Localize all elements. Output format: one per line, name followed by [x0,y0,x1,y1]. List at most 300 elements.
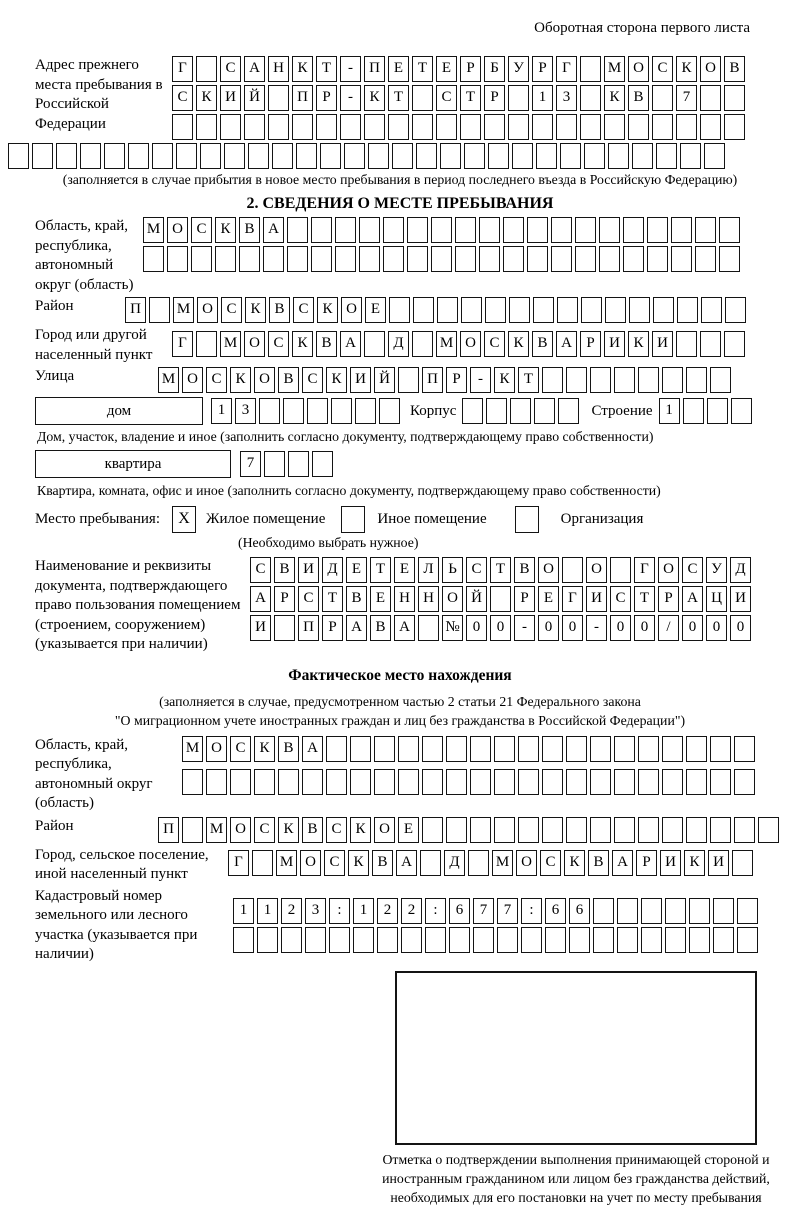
char-cell: Т [412,56,433,82]
char-cell [488,143,509,169]
char-cell [344,143,365,169]
char-cell: О [197,297,218,323]
char-cell: В [588,850,609,876]
city-row [172,331,745,357]
char-cell: Г [228,850,249,876]
char-cell [412,85,433,111]
char-cell [652,85,673,111]
char-cell: 1 [257,898,278,924]
char-cell: А [263,217,284,243]
char-cell [437,297,458,323]
char-cell [455,217,476,243]
char-cell: Ц [706,586,727,612]
char-cell [566,769,587,795]
char-cell [128,143,149,169]
char-cell: 3 [235,398,256,424]
prev-address-label: Адрес прежнего места пребывания в Российской Федерации [35,57,163,132]
char-cell [581,297,602,323]
char-cell [374,769,395,795]
prev-address-row-4 [8,143,800,169]
char-cell: С [220,56,241,82]
char-cell [508,85,529,111]
char-cell [461,297,482,323]
char-cell: 1 [659,398,680,424]
actual-city-row [228,850,753,876]
char-cell: И [730,586,751,612]
char-cell: М [604,56,625,82]
district-label: Район [35,298,74,314]
char-cell: С [324,850,345,876]
cadastral-row-2 [233,927,758,953]
char-cell: : [425,898,446,924]
stay-place-option-other: Иное помещение [377,510,487,527]
char-cell: 0 [466,615,487,641]
char-cell: К [196,85,217,111]
char-cell [224,143,245,169]
char-cell [695,217,716,243]
char-cell [436,114,457,140]
char-cell [446,736,467,762]
char-cell: Е [346,557,367,583]
district-block [35,297,800,323]
char-cell: А [346,615,367,641]
char-cell [704,143,725,169]
char-cell: К [676,56,697,82]
actual-location-note-2: "О миграционном учете иностранных граждан и лиц без гражданства в Российской Федерации") [114,712,686,728]
street-block [35,367,800,393]
char-cell: П [158,817,179,843]
char-cell: К [215,217,236,243]
char-cell: М [143,217,164,243]
char-cell [580,114,601,140]
cadastral-block [35,887,800,965]
char-cell [350,769,371,795]
char-cell: Г [556,56,577,82]
char-cell: - [514,615,535,641]
char-cell [449,927,470,953]
char-cell: Р [484,85,505,111]
char-cell [686,367,707,393]
char-cell: О [442,586,463,612]
char-cell: Е [538,586,559,612]
char-cell [542,817,563,843]
char-cell [259,398,280,424]
document-row-2 [250,586,751,612]
char-cell [312,451,333,477]
char-cell: Р [580,331,601,357]
char-cell [518,736,539,762]
char-cell [412,331,433,357]
char-cell [734,736,755,762]
char-cell [510,398,531,424]
char-cell [542,367,563,393]
char-cell [311,246,332,272]
char-cell: О [374,817,395,843]
char-cell: М [436,331,457,357]
document-block [35,557,800,655]
char-cell [632,143,653,169]
char-cell [584,143,605,169]
char-cell: С [610,586,631,612]
char-cell: С [293,297,314,323]
char-cell [248,143,269,169]
char-cell [551,246,572,272]
char-cell [734,769,755,795]
char-cell [590,736,611,762]
actual-region-row-1 [182,736,755,762]
char-cell [580,56,601,82]
char-cell [80,143,101,169]
char-cell: Д [322,557,343,583]
char-cell: С [191,217,212,243]
char-cell: М [206,817,227,843]
char-cell [614,736,635,762]
char-cell: Т [634,586,655,612]
char-cell [542,736,563,762]
char-cell [412,114,433,140]
char-cell: 3 [556,85,577,111]
char-cell: О [341,297,362,323]
char-cell: О [230,817,251,843]
char-cell [462,398,483,424]
char-cell [383,246,404,272]
char-cell: К [326,367,347,393]
char-cell [215,246,236,272]
char-cell: Р [532,56,553,82]
char-cell [149,297,170,323]
char-cell: В [269,297,290,323]
actual-region-label: Область, край, республика, автономный округ (область) [35,736,153,811]
char-cell: М [158,367,179,393]
char-cell: - [340,56,361,82]
char-cell: С [436,85,457,111]
char-cell [244,114,265,140]
actual-location-title: Фактическое место нахождения [288,666,512,684]
char-cell [724,331,745,357]
char-cell [593,898,614,924]
region-row-1 [143,217,740,243]
region-row-2 [143,246,740,272]
char-cell [566,736,587,762]
char-cell [422,817,443,843]
char-cell: О [460,331,481,357]
char-cell [614,817,635,843]
char-cell [719,217,740,243]
char-cell: О [167,217,188,243]
stay-place-checkbox-other [341,506,365,533]
char-cell [464,143,485,169]
char-cell: Г [172,56,193,82]
char-cell: И [250,615,271,641]
char-cell: : [521,898,542,924]
actual-region-row-2 [182,769,755,795]
char-cell [288,451,309,477]
char-cell [364,331,385,357]
apartment-type-box: квартира [35,450,231,478]
char-cell [326,736,347,762]
char-cell: К [348,850,369,876]
char-cell: О [586,557,607,583]
prev-address-row-1 [172,56,745,82]
char-cell [497,927,518,953]
char-cell: Г [562,586,583,612]
char-cell [590,817,611,843]
char-cell: К [254,736,275,762]
char-cell [734,817,755,843]
char-cell: С [230,736,251,762]
stay-place-checkbox-organization [515,506,539,533]
char-cell [695,246,716,272]
char-cell: Р [460,56,481,82]
char-cell: В [514,557,535,583]
char-cell [392,143,413,169]
char-cell [196,56,217,82]
char-cell: К [604,85,625,111]
char-cell [686,817,707,843]
char-cell: С [682,557,703,583]
house-type-box: дом [35,397,203,425]
char-cell: 0 [562,615,583,641]
char-cell [335,217,356,243]
region-block [35,217,800,295]
char-cell [431,217,452,243]
char-cell [512,143,533,169]
char-cell [533,297,554,323]
char-cell: Т [322,586,343,612]
char-cell [32,143,53,169]
char-cell: К [494,367,515,393]
char-cell: Й [244,85,265,111]
char-cell: И [604,331,625,357]
char-cell [292,114,313,140]
char-cell: К [292,56,313,82]
char-cell [724,85,745,111]
cadastral-rows [233,898,758,953]
char-cell: Ь [442,557,463,583]
char-cell: В [532,331,553,357]
char-cell [532,114,553,140]
char-cell: А [394,615,415,641]
city-block [35,326,800,365]
char-cell [377,927,398,953]
char-cell [407,246,428,272]
char-cell [686,769,707,795]
char-cell: К [364,85,385,111]
document-rows [250,557,751,641]
char-cell: О [658,557,679,583]
char-cell [486,398,507,424]
char-cell [518,817,539,843]
char-cell [252,850,273,876]
char-cell: С [484,331,505,357]
char-cell: / [658,615,679,641]
char-cell [710,817,731,843]
char-cell [233,927,254,953]
char-cell [302,769,323,795]
char-cell [353,927,374,953]
char-cell [264,451,285,477]
char-cell [200,143,221,169]
char-cell [455,246,476,272]
char-cell [686,736,707,762]
char-cell: Д [730,557,751,583]
char-cell: В [239,217,260,243]
char-cell: К [564,850,585,876]
char-cell [316,114,337,140]
stay-place-checkbox-residential: X [172,506,196,533]
char-cell [383,217,404,243]
char-cell [239,246,260,272]
char-cell: С [172,85,193,111]
char-cell [490,586,511,612]
char-cell: В [316,331,337,357]
char-cell [665,898,686,924]
char-cell: О [538,557,559,583]
char-cell: - [340,85,361,111]
char-cell [566,817,587,843]
stamp-note: Отметка о подтверждении выполнения принимающей стороной и иностранным гражданином или лицом без гражданства действий, необходимых для его постановки на учет по месту пребывания [382,1151,770,1205]
actual-district-label: Район [35,817,74,834]
char-cell [440,143,461,169]
char-cell [494,817,515,843]
char-cell: С [326,817,347,843]
char-cell [518,769,539,795]
char-cell [152,143,173,169]
char-cell [431,246,452,272]
char-cell [326,769,347,795]
char-cell [268,114,289,140]
char-cell [230,769,251,795]
char-cell [470,736,491,762]
char-cell [176,143,197,169]
house-note: Дом, участок, владение и иное (заполнить согласно документу, подтверждающему право собственности) [37,429,654,444]
char-cell [566,367,587,393]
char-cell [610,557,631,583]
char-cell [287,246,308,272]
char-cell [641,898,662,924]
apartment-block [35,450,800,478]
char-cell: К [292,331,313,357]
char-cell: 1 [353,898,374,924]
stay-place-block [35,506,800,533]
char-cell: 2 [281,898,302,924]
stroenie-row [659,398,752,424]
char-cell [272,143,293,169]
char-cell [556,114,577,140]
char-cell: С [221,297,242,323]
char-cell: С [540,850,561,876]
char-cell: К [628,331,649,357]
char-cell: Р [446,367,467,393]
char-cell: О [700,56,721,82]
char-cell: А [396,850,417,876]
char-cell [350,736,371,762]
char-cell [700,85,721,111]
char-cell [460,114,481,140]
char-cell [311,217,332,243]
char-cell [167,246,188,272]
char-cell: В [628,85,649,111]
char-cell: И [708,850,729,876]
char-cell [56,143,77,169]
char-cell [536,143,557,169]
char-cell [379,398,400,424]
document-row-1 [250,557,751,583]
char-cell: П [422,367,443,393]
char-cell [700,331,721,357]
char-cell: 1 [233,898,254,924]
char-cell [503,217,524,243]
char-cell: П [298,615,319,641]
char-cell: Н [418,586,439,612]
char-cell [413,297,434,323]
char-cell [479,217,500,243]
char-cell [662,367,683,393]
char-cell: Р [658,586,679,612]
char-cell: В [302,817,323,843]
char-cell [196,331,217,357]
char-cell [599,217,620,243]
char-cell [8,143,29,169]
document-row-3 [250,615,751,641]
char-cell [652,114,673,140]
region-label: Область, край, республика, автономный округ (область) [35,218,134,293]
char-cell [479,246,500,272]
char-cell [713,927,734,953]
char-cell [331,398,352,424]
house-block [35,397,800,425]
char-cell: Е [370,586,391,612]
char-cell [719,246,740,272]
char-cell [104,143,125,169]
char-cell [418,615,439,641]
char-cell [641,927,662,953]
char-cell: 2 [401,898,422,924]
stay-place-option-residential: Жилое помещение [206,510,326,527]
char-cell: 6 [569,898,590,924]
char-cell [614,769,635,795]
char-cell [494,736,515,762]
char-cell: Т [518,367,539,393]
apartment-note: Квартира, комната, офис и иное (заполнить согласно документу, подтверждающему право собственности) [37,483,661,498]
char-cell: 0 [730,615,751,641]
char-cell: Р [316,85,337,111]
char-cell: К [230,367,251,393]
char-cell [608,143,629,169]
char-cell: О [516,850,537,876]
actual-district-row [158,817,779,843]
char-cell [710,367,731,393]
stay-place-label: Место пребывания: [35,510,160,527]
char-cell [629,297,650,323]
char-cell: К [317,297,338,323]
korpus-row [462,398,579,424]
char-cell: В [372,850,393,876]
actual-region-rows [182,736,755,795]
char-cell: Т [460,85,481,111]
char-cell [305,927,326,953]
house-number-row [211,398,400,424]
char-cell [281,927,302,953]
char-cell [364,114,385,140]
char-cell [662,736,683,762]
char-cell [268,85,289,111]
char-cell: А [250,586,271,612]
char-cell [758,817,779,843]
char-cell [398,367,419,393]
char-cell [677,297,698,323]
char-cell [355,398,376,424]
